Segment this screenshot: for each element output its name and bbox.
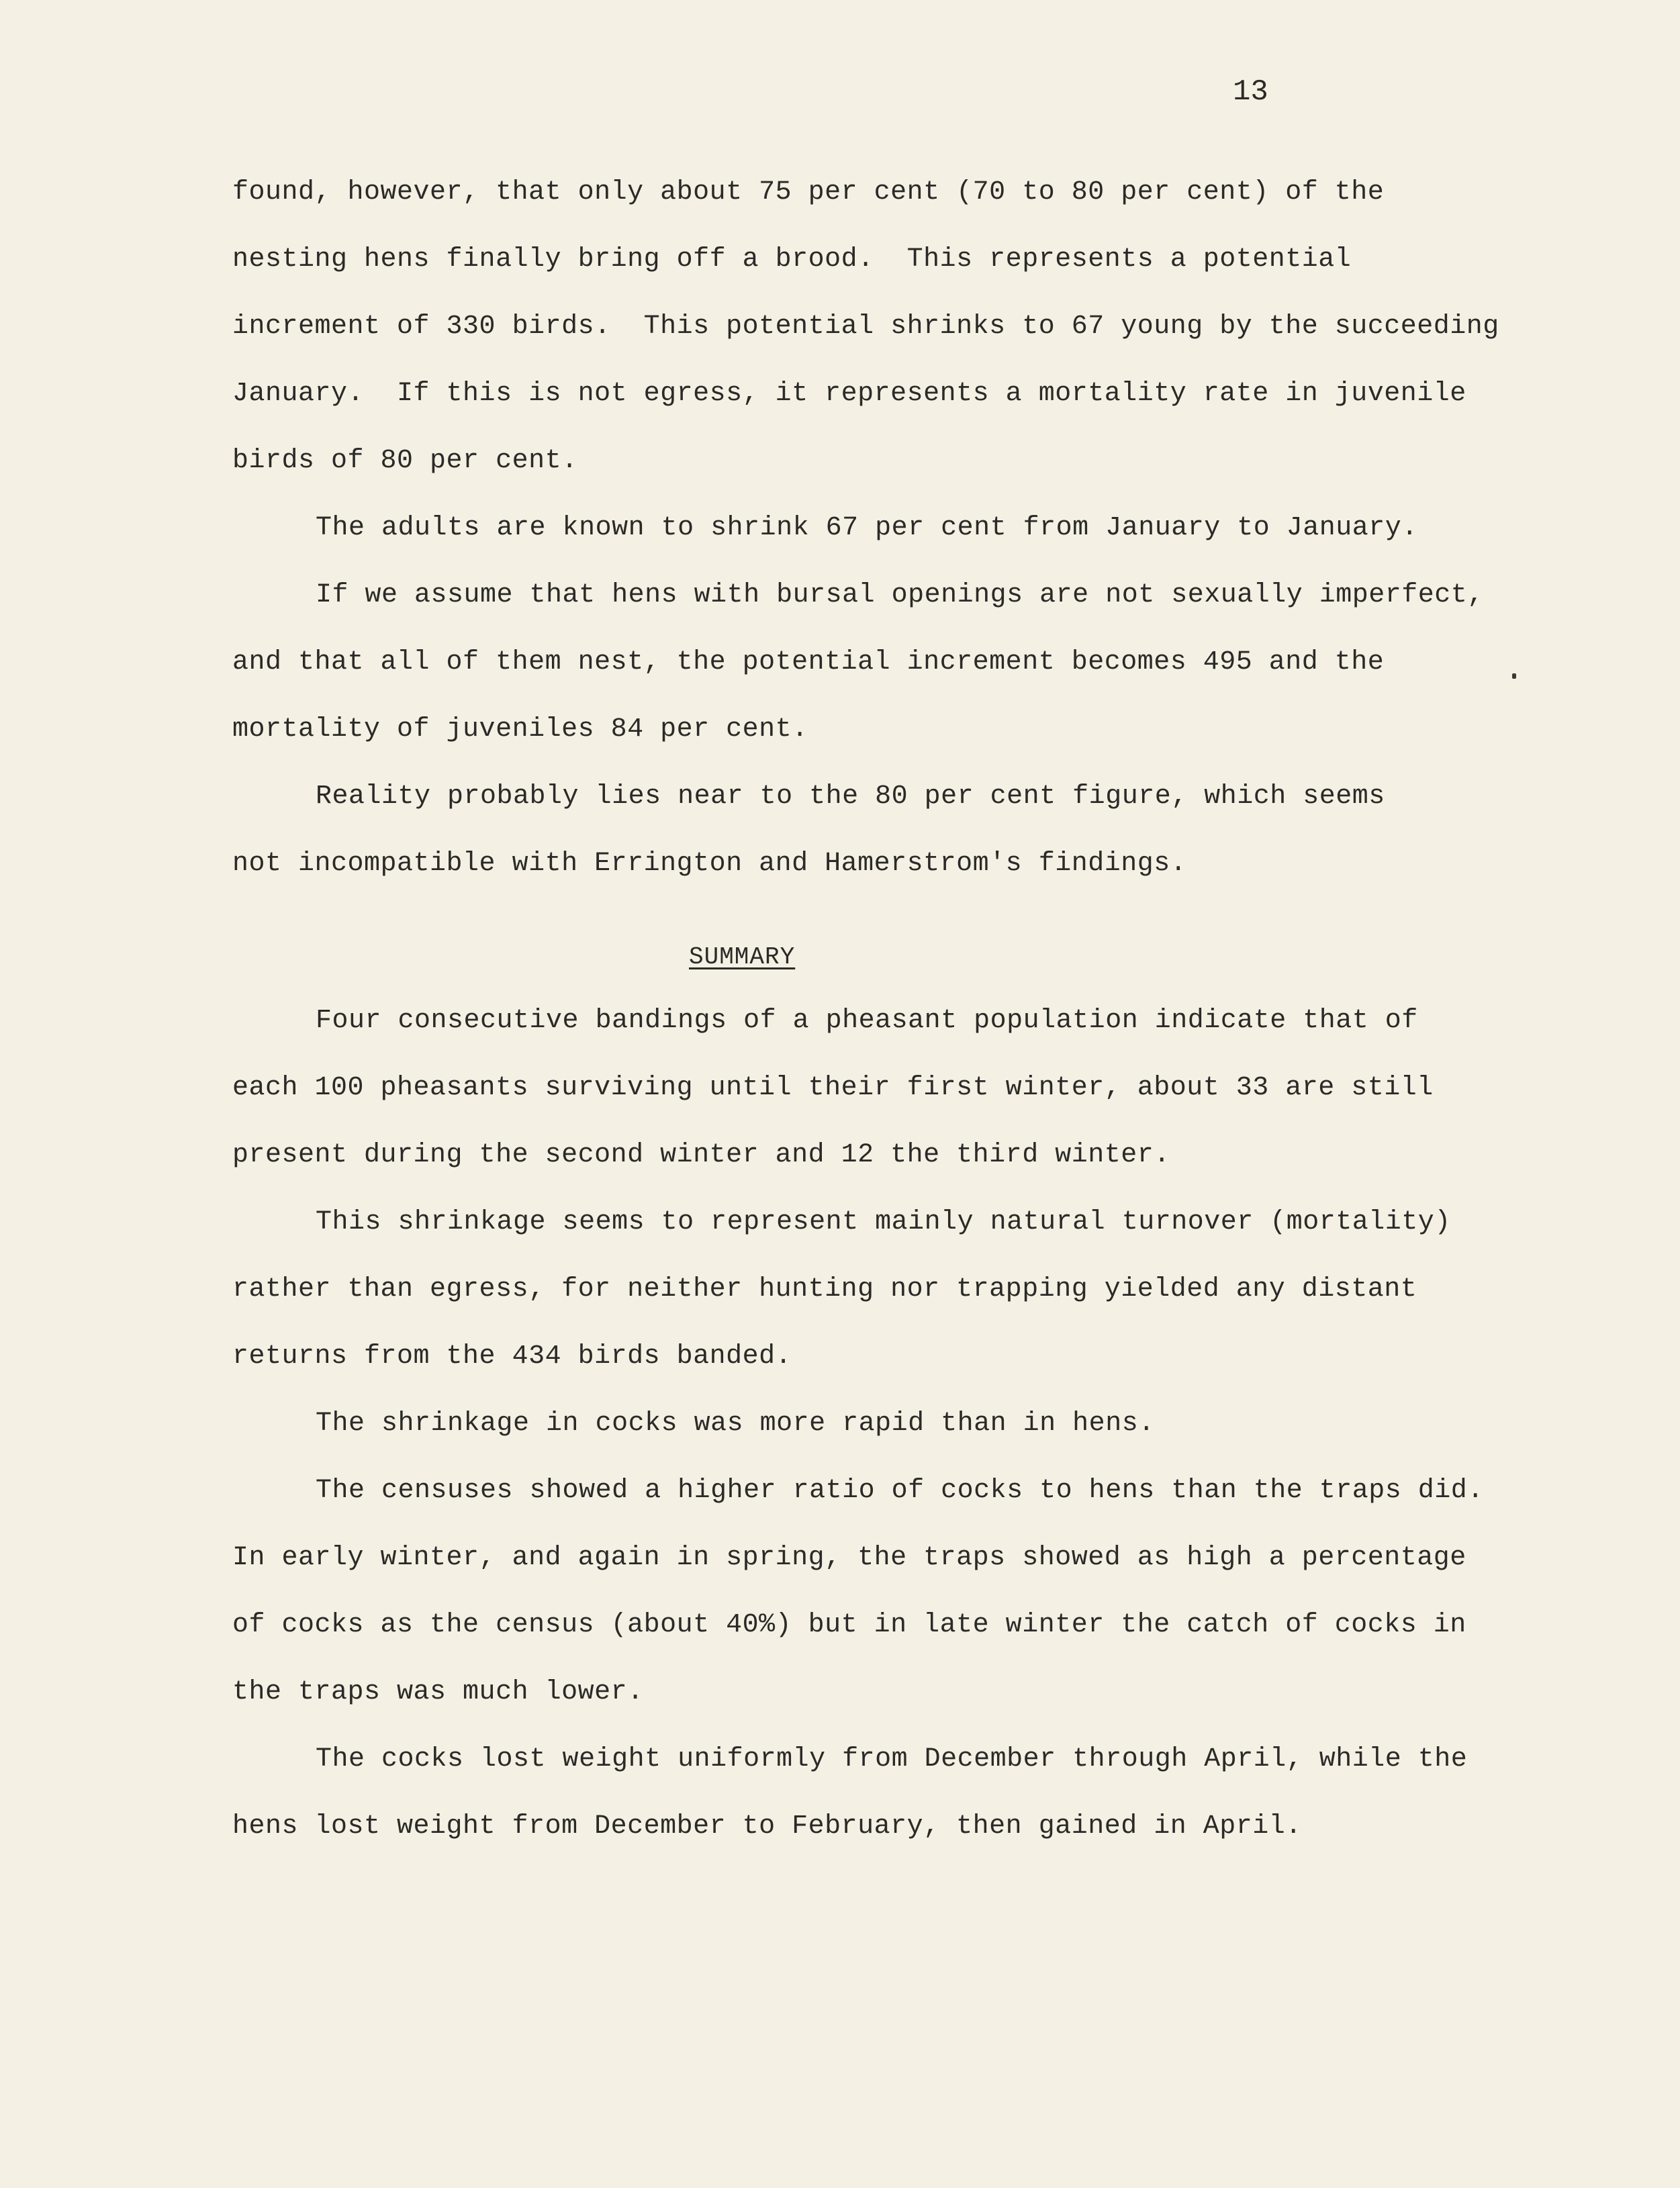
summary-4-line-1: The censuses showed a higher ratio of cocks to hens than the traps did. [316, 1476, 1484, 1506]
summary-2-line-1: This shrinkage seems to represent mainly natural turnover (mortality) [316, 1207, 1451, 1237]
summary-3-line-1: The shrinkage in cocks was more rapid than in hens. [316, 1409, 1155, 1439]
paragraph-4-line-2: not incompatible with Errington and Hamerstrom's findings. [232, 849, 1187, 879]
summary-4-line-3: of cocks as the census (about 40%) but in late winter the catch of cocks in [232, 1610, 1466, 1640]
paragraph-3-line-1: If we assume that hens with bursal openings are not sexually imperfect, [316, 580, 1484, 610]
paragraph-1-line-3: increment of 330 birds. This potential shrinks to 67 young by the succeeding [232, 312, 1499, 342]
summary-1-line-3: present during the second winter and 12 the third winter. [232, 1140, 1170, 1170]
paragraph-3-line-2: and that all of them nest, the potential increment becomes 495 and the [232, 647, 1385, 677]
page-number: 13 [1233, 75, 1268, 109]
paragraph-2-line-1: The adults are known to shrink 67 per cent from January to January. [316, 513, 1418, 543]
summary-4-line-4: the traps was much lower. [232, 1677, 644, 1707]
summary-5-line-1: The cocks lost weight uniformly from December through April, while the [316, 1744, 1468, 1774]
paragraph-1-line-2: nesting hens finally bring off a brood. This represents a potential [232, 244, 1352, 275]
paragraph-1-line-5: birds of 80 per cent. [232, 446, 578, 476]
summary-1-line-1: Four consecutive bandings of a pheasant population indicate that of [316, 1006, 1418, 1036]
paragraph-3-line-3: mortality of juveniles 84 per cent. [232, 714, 808, 745]
summary-4-line-2: In early winter, and again in spring, the traps showed as high a percentage [232, 1543, 1466, 1573]
summary-1-line-2: each 100 pheasants surviving until their first winter, about 33 are still [232, 1073, 1434, 1103]
paragraph-4-line-1: Reality probably lies near to the 80 per cent figure, which seems [316, 781, 1385, 812]
summary-2-line-3: returns from the 434 birds banded. [232, 1341, 792, 1372]
summary-2-line-2: rather than egress, for neither hunting nor trapping yielded any distant [232, 1274, 1417, 1304]
summary-heading: SUMMARY [689, 943, 796, 971]
paragraph-1-line-4: January. If this is not egress, it represents a mortality rate in juvenile [232, 379, 1466, 409]
summary-5-line-2: hens lost weight from December to February, then gained in April. [232, 1811, 1302, 1842]
stray-ink-mark [1512, 673, 1516, 679]
paragraph-1-line-1: found, however, that only about 75 per cent (70 to 80 per cent) of the [232, 177, 1385, 207]
